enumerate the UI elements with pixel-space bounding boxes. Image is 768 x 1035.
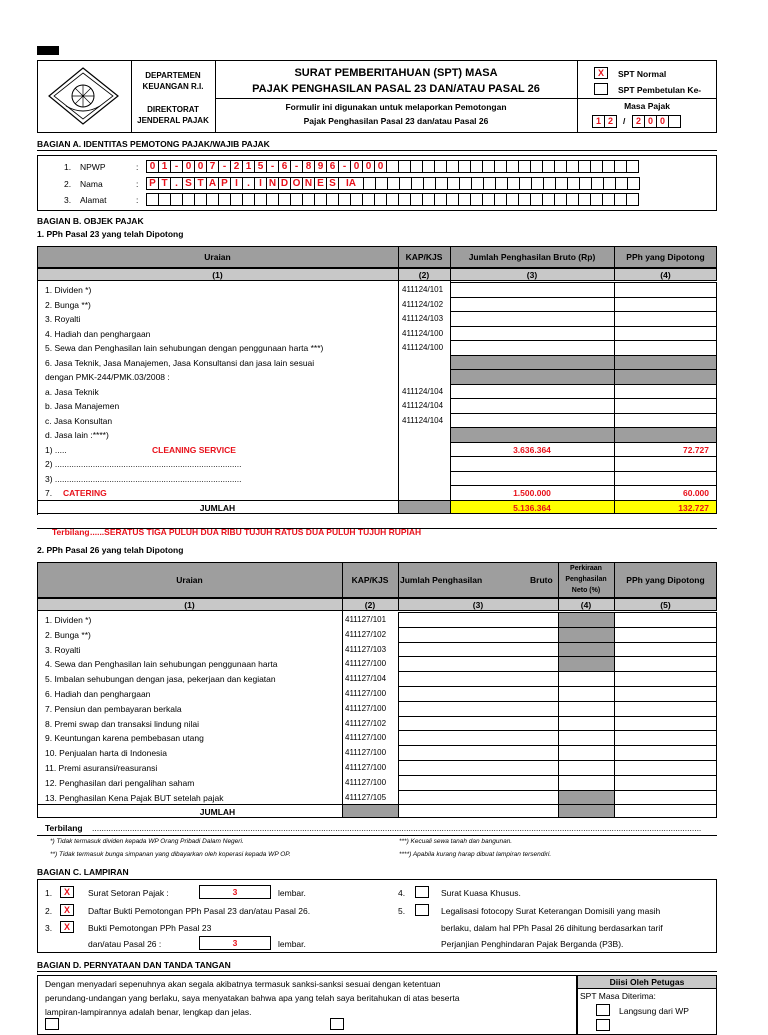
pasal26-left-border (37, 611, 38, 818)
pasal26-row-kap: 411127/105 (345, 792, 387, 802)
pasal26-colnum-divider (558, 598, 559, 611)
pasal23-table (37, 246, 717, 538)
lampiran-3-count[interactable]: 3 (199, 936, 271, 950)
pasal26-row-label: 7. Pensiun dan pembayaran berkala (45, 703, 182, 714)
pasal26-jumlah-kap (342, 804, 399, 818)
pasal23-bruto-cell[interactable] (450, 413, 615, 429)
pasal23-row-kap: 411124/104 (402, 386, 444, 396)
pasal26-row-label: 9. Keuntungan karena pembebasan utang (45, 733, 204, 744)
pasal26-row-kap: 411127/100 (345, 689, 387, 698)
bagian-c-title: BAGIAN C. LAMPIRAN (37, 867, 129, 877)
npwp-cell: 0 (194, 160, 207, 173)
pasal26-bruto-cell[interactable] (398, 745, 559, 761)
terbilang-26-dots: .................................................................................................................................................................................................................................................................. (92, 823, 702, 833)
pasal23-colnum: (2) (418, 270, 430, 280)
lampiran-5-line1: Legalisasi fotocopy Surat Keterangan Domisili yang masih (441, 906, 661, 916)
npwp-cell: 5 (254, 160, 267, 173)
lampiran-1-num: 1. (45, 888, 53, 898)
nama-cell: S (326, 177, 339, 190)
pasal23-row-label: d. Jasa lain :****) (45, 430, 109, 440)
nama-num: 2. (64, 179, 72, 189)
pasal23-bruto-cell[interactable] (450, 384, 615, 400)
npwp-cell: 0 (182, 160, 195, 173)
pasal26-pph-cell[interactable] (614, 790, 717, 806)
tahun-digit: 2 (632, 115, 645, 128)
pasal23-pph-cell[interactable] (614, 297, 717, 313)
pasal23-pph-cell[interactable] (614, 427, 717, 443)
pasal23-bruto-cell[interactable] (450, 471, 615, 487)
pasal26-header-kap: KAP/KJS (351, 575, 389, 585)
pasal26-neto-cell[interactable] (558, 671, 615, 687)
pasal26-pph-cell[interactable] (614, 730, 717, 746)
lampiran-4-checkbox[interactable] (415, 886, 429, 898)
pasal23-bruto-cell[interactable] (450, 326, 615, 342)
note-1: *) Tidak termasuk dividen kepada WP Orang Pribadi Dalam Negeri. (50, 838, 244, 845)
pasal26-row-label: 3. Royalti (45, 644, 81, 655)
npwp-num: 1. (64, 162, 72, 172)
pasal23-row-label: c. Jasa Konsultan (45, 415, 113, 426)
pasal26-bruto-cell[interactable] (398, 627, 559, 643)
lampiran-3-unit: lembar. (278, 939, 306, 949)
pasal26-neto-cell[interactable] (558, 775, 615, 791)
pasal23-row-kap: 411124/104 (402, 401, 444, 410)
pasal23-row-kap: 411124/100 (402, 328, 444, 338)
pasal26-bruto-cell[interactable] (398, 656, 559, 672)
pasal23-jumlah-label: JUMLAH (199, 502, 236, 513)
lampiran-1-label: Surat Setoran Pajak : (88, 888, 169, 898)
nama-cell: D (278, 177, 291, 190)
pasal23-row-label: 5. Sewa dan Penghasilan lain sehubungan dengan penggunaan harta ***) (45, 343, 324, 353)
pasal23-bruto-divider (450, 281, 451, 500)
signer-checkbox-1[interactable] (45, 1018, 59, 1030)
pasal23-colnum: (1) (212, 270, 223, 280)
pasal26-neto-cell[interactable] (558, 642, 615, 658)
pasal26-pph-cell[interactable] (614, 775, 717, 791)
terbilang-23-value: ......SERATUS TIGA PULUH DUA RIBU TUJUH RATUS DUA PULUH TUJUH RUPIAH (90, 527, 422, 537)
nama-cell: S (182, 177, 195, 190)
pasal23-row-kap: 411124/102 (402, 299, 444, 309)
lampiran-1-checkbox[interactable]: X (60, 886, 74, 898)
nama-cell: IA (338, 177, 364, 190)
pasal26-row-label: 10. Penjualan harta di Indonesia (45, 748, 167, 759)
pasal23-colnum-divider (450, 268, 451, 281)
dir-line1: DIREKTORAT (147, 105, 199, 114)
pasal23-row-kap: 411124/101 (402, 285, 444, 294)
pasal26-jumlah-neto (558, 804, 615, 818)
pasal23-pph-cell[interactable] (614, 355, 717, 371)
pasal26-subtitle: 2. PPh Pasal 26 yang telah Dipotong (37, 545, 184, 555)
pernyataan-line1: Dengan menyadari sepenuhnya akan segala akibatnya termasuk sanksi-sanksi sesuai dengan ketentuan (45, 979, 441, 989)
lampiran-2-num: 2. (45, 906, 53, 916)
pasal26-header-pph: PPh yang Dipotong (626, 575, 705, 585)
pasal26-row-kap: 411127/100 (345, 703, 387, 713)
note-4: ****) Apabila kurang harap dibuat lampiran tersendiri. (399, 851, 552, 858)
pasal23-jumlah-bruto: 5.136.364 (513, 502, 551, 513)
form-title-2: PAJAK PENGHASILAN PASAL 23 DAN/ATAU PASAL 26 (252, 83, 540, 95)
pasal23-row-label: 4. Hadiah dan penghargaan (45, 328, 151, 339)
pasal26-header-uraian: Uraian (176, 575, 203, 585)
pasal23-header-uraian: Uraian (204, 252, 231, 262)
cleaning-service-label: CLEANING SERVICE (152, 444, 236, 455)
pasal26-bruto-cell[interactable] (398, 730, 559, 746)
pasal26-pph-cell[interactable] (614, 760, 717, 776)
lampiran-3-checkbox[interactable]: X (60, 921, 74, 933)
pasal23-header-kap: KAP/KJS (405, 252, 443, 262)
pasal23-bruto-cell[interactable] (450, 297, 615, 313)
pasal26-row-kap: 411127/102 (345, 718, 387, 728)
pasal23-row-label: a. Jasa Teknik (45, 386, 99, 397)
pasal23-bruto-cell[interactable] (450, 456, 615, 472)
npwp-cell: 8 (302, 160, 315, 173)
masa-digit: 2 (604, 115, 617, 128)
pasal26-pph-cell[interactable] (614, 701, 717, 717)
npwp-cell: 9 (314, 160, 327, 173)
pasal26-pph-cell[interactable] (614, 671, 717, 687)
pasal23-header-divider (450, 246, 451, 268)
pernyataan-line2: perundang-undangan yang berlaku, saya menyatakan bahwa apa yang telah saya beritahukan di atas beserta (45, 993, 460, 1003)
lampiran-1-unit: lembar. (278, 888, 306, 898)
pasal26-bruto-cell[interactable] (398, 790, 559, 806)
pasal26-pph-cell[interactable] (614, 745, 717, 761)
npwp-cell: 0 (374, 160, 387, 173)
pasal26-bruto-cell[interactable] (398, 775, 559, 791)
npwp-cell: - (338, 160, 351, 173)
pasal23-pph-cell[interactable] (614, 326, 717, 342)
bagian-d-title: BAGIAN D. PERNYATAAN DAN TANDA TANGAN (37, 960, 231, 970)
nama-colon: : (136, 179, 139, 189)
lampiran-5-line2: berlaku, dalam hal PPh Pasal 26 dihitung berdasarkan tarif (441, 923, 663, 933)
signer-checkbox-2[interactable] (330, 1018, 344, 1030)
lampiran-5-line3: Perjanjian Penghindaran Pajak Berganda (P3B). (441, 939, 624, 949)
pasal26-row-label: 4. Sewa dan Penghasilan lain sehubungan penggunaan harta (45, 659, 278, 670)
nama-cell: O (290, 177, 303, 190)
spt-normal-checkbox[interactable]: X (594, 67, 608, 79)
note-2: **) Tidak termasuk bunga simpanan yang dibayarkan oleh koperasi kepada WP OP. (50, 851, 291, 858)
pasal26-pph-cell[interactable] (614, 656, 717, 672)
pasal23-jumlah-kap (398, 500, 451, 514)
pasal23-colnum: (3) (526, 270, 538, 280)
nama-cell: T (194, 177, 207, 190)
pasal23-pph-cell[interactable] (614, 369, 717, 385)
pasal26-pph-cell[interactable] (614, 716, 717, 732)
pasal26-colnum: (1) (184, 600, 195, 610)
pasal26-jumlah-label: JUMLAH (199, 807, 236, 818)
alamat-num: 3. (64, 195, 72, 205)
pasal26-row-kap: 411127/103 (345, 644, 387, 654)
pasal23-row-label: 6. Jasa Teknik, Jasa Manajemen, Jasa Konsultansi dan jasa lain sesuai (45, 357, 315, 368)
pasal23-row-kap: 411124/104 (402, 415, 444, 425)
tahun-digit (668, 115, 681, 128)
pasal26-row-label: 12. Penghasilan dari pengalihan saham (45, 777, 195, 788)
pasal26-row-kap: 411127/102 (345, 629, 387, 639)
pasal23-bruto-cell[interactable] (450, 311, 615, 327)
pasal26-bruto-cell[interactable] (398, 612, 559, 628)
pasal26-bruto-cell[interactable] (398, 701, 559, 717)
pasal23-row-label: 1) ..... (45, 444, 67, 455)
masa-pajak-label: Masa Pajak (624, 101, 670, 111)
pasal26-neto-cell[interactable] (558, 760, 615, 776)
pasal26-colnum: (4) (580, 600, 592, 610)
pasal23-pph-cell[interactable] (614, 471, 717, 487)
pasal23-header-divider (614, 246, 615, 268)
pasal23-colnum: (4) (660, 270, 671, 280)
pasal23-bruto-value: 1.500.000 (513, 488, 551, 498)
dir-line2: JENDERAL PAJAK (137, 116, 209, 125)
pasal26-pph-cell[interactable] (614, 686, 717, 702)
pasal26-neto-cell[interactable] (558, 745, 615, 761)
npwp-cell: - (218, 160, 231, 173)
pasal26-row-label: 2. Bunga **) (45, 629, 91, 640)
pasal26-header-bruto: Bruto (530, 575, 553, 585)
nama-cell: A (206, 177, 219, 190)
pasal26-row-kap: 411127/100 (345, 659, 387, 669)
pasal23-pph-cell[interactable] (614, 311, 717, 327)
pasal26-kap-divider (342, 611, 343, 804)
pasal26-bruto-cell[interactable] (398, 671, 559, 687)
pasal23-pph-cell[interactable] (614, 398, 717, 414)
pasal23-bruto-cell[interactable] (450, 369, 615, 385)
lampiran-1-count[interactable]: 3 (199, 885, 271, 899)
nama-cell: E (314, 177, 327, 190)
pasal23-row-kap: 411124/103 (402, 314, 444, 323)
pasal26-bruto-cell[interactable] (398, 642, 559, 658)
masa-digit: 1 (592, 115, 605, 128)
pasal23-jumlah-pph: 132.727 (678, 502, 709, 513)
pasal26-header-divider (398, 562, 399, 598)
pasal26-row-kap: 411127/104 (345, 674, 387, 684)
lampiran-5-num: 5. (398, 906, 406, 916)
pasal26-header-neto: Perkiraan Penghasilan Neto (%) (565, 565, 607, 594)
npwp-cell (626, 160, 639, 173)
pasal26-row-label: 13. Penghasilan Kena Pajak BUT setelah pajak (45, 792, 224, 803)
pasal23-bruto-cell[interactable] (450, 398, 615, 414)
npwp-cell: 2 (230, 160, 243, 173)
lampiran-5-checkbox[interactable] (415, 904, 429, 916)
pasal26-pph-cell[interactable] (614, 627, 717, 643)
pasal23-pph-cell[interactable] (614, 456, 717, 472)
pasal26-colnum: (3) (472, 600, 484, 610)
pasal26-row-label: 11. Premi asuransi/reasuransi (45, 763, 158, 773)
pasal26-neto-cell[interactable] (558, 627, 615, 643)
pos-checkbox[interactable] (596, 1019, 610, 1031)
npwp-cell: 0 (362, 160, 375, 173)
pasal23-row-label: 7. (45, 488, 53, 498)
dept-line1: DEPARTEMEN (145, 71, 201, 80)
npwp-cell: - (290, 160, 303, 173)
pasal26-row-kap: 411127/100 (345, 748, 387, 758)
pasal23-subtitle: 1. PPh Pasal 23 yang telah Dipotong (37, 229, 184, 239)
pasal23-colnum-divider (398, 268, 399, 281)
nama-cell: P (146, 177, 159, 190)
pasal23-left-border (37, 281, 38, 515)
nama-cell (627, 177, 640, 190)
npwp-cell: 1 (242, 160, 255, 173)
pasal26-table (37, 562, 717, 820)
nama-field[interactable] (146, 177, 639, 190)
npwp-cell: - (170, 160, 183, 173)
pasal23-header-divider (398, 246, 399, 268)
pasal26-row-kap: 411127/100 (345, 733, 387, 743)
pasal26-pph-cell[interactable] (614, 612, 717, 628)
catering-label: CATERING (63, 488, 107, 498)
pasal23-pph-cell[interactable] (614, 340, 717, 356)
pasal23-pph-value: 60.000 (683, 488, 709, 498)
pasal23-header-bruto: Jumlah Penghasilan Bruto (Rp) (468, 252, 596, 262)
pasal26-row-label: 5. Imbalan sehubungan dengan jasa, pekerjaan dan kegiatan (45, 674, 276, 685)
npwp-field[interactable] (146, 160, 638, 173)
lampiran-3-label2: dan/atau Pasal 26 : (88, 939, 162, 949)
lampiran-2-label: Daftar Bukti Pemotongan PPh Pasal 23 dan/atau Pasal 26. (88, 906, 311, 916)
pasal26-header-jumlah: Jumlah Penghasilan (400, 575, 483, 585)
spt-pembetulan-label: SPT Pembetulan Ke- (618, 85, 702, 95)
pasal23-bruto-cell[interactable] (450, 340, 615, 356)
pasal26-colnum: (5) (660, 600, 671, 610)
masa-pajak-field[interactable] (592, 115, 616, 128)
pasal26-neto-cell[interactable] (558, 716, 615, 732)
pasal23-colnum-divider (614, 268, 615, 281)
pasal26-neto-cell[interactable] (558, 730, 615, 746)
nama-cell: N (302, 177, 315, 190)
bagian-a-title: BAGIAN A. IDENTITAS PEMOTONG PAJAK/WAJIB PAJAK (37, 139, 270, 149)
npwp-colon: : (136, 162, 139, 172)
pasal26-colnum: (2) (364, 600, 376, 610)
pasal26-neto-cell[interactable] (558, 701, 615, 717)
pasal23-row-label: 1. Dividen *) (45, 285, 92, 295)
petugas-title: Diisi Oleh Petugas (609, 977, 685, 987)
nama-cell: . (242, 177, 255, 190)
pasal26-pph-cell[interactable] (614, 642, 717, 658)
alamat-colon: : (136, 195, 139, 205)
pernyataan-line3: lampiran-lampirannya adalah benar, lengkap dan jelas. (45, 1007, 252, 1017)
pasal23-bruto-cell[interactable] (450, 355, 615, 371)
langsung-checkbox[interactable] (596, 1004, 610, 1016)
spt-normal-label: SPT Normal (618, 69, 667, 79)
pasal26-row-kap: 411127/100 (345, 777, 387, 787)
npwp-cell: 7 (206, 160, 219, 173)
nama-cell: I (254, 177, 267, 190)
pasal26-neto-cell[interactable] (558, 612, 615, 628)
pasal26-jumlah-divider (398, 804, 399, 818)
pasal26-colnum-divider (342, 598, 343, 611)
pasal23-pph-cell[interactable] (614, 282, 717, 298)
terbilang-26-label: Terbilang (45, 823, 83, 833)
pasal23-bruto-value: 3.636.364 (513, 444, 551, 455)
pasal23-row-label: b. Jasa Manajemen (45, 401, 120, 411)
form-subtitle-2: Pajak Penghasilan Pasal 23 dan/atau Pasal 26 (303, 116, 489, 126)
dept-line2: KEUANGAN R.I. (142, 82, 204, 91)
pasal23-row-label: 2. Bunga **) (45, 299, 91, 310)
langsung-label: Langsung dari WP (619, 1006, 689, 1016)
pasal23-row-label: 3. Royalti (45, 314, 81, 324)
npwp-cell: 6 (278, 160, 291, 173)
nama-cell: . (170, 177, 183, 190)
alamat-field[interactable] (146, 193, 638, 206)
pasal26-neto-cell[interactable] (558, 790, 615, 806)
lampiran-2-checkbox[interactable]: X (60, 904, 74, 916)
tahun-pajak-field[interactable] (632, 115, 680, 128)
pasal23-pph-value: 72.727 (683, 444, 709, 455)
npwp-cell: 1 (158, 160, 171, 173)
pasal26-row-label: 1. Dividen *) (45, 615, 92, 625)
npwp-cell: - (266, 160, 279, 173)
pasal23-bruto-cell[interactable] (450, 427, 615, 443)
pasal26-row-label: 8. Premi swap dan transaksi lindung nilai (45, 718, 200, 729)
pasal26-bruto-cell[interactable] (398, 760, 559, 776)
npwp-label: NPWP (80, 162, 106, 172)
form-subtitle-1: Formulir ini digunakan untuk melaporkan Pemotongan (285, 102, 507, 112)
pasal26-bruto-cell[interactable] (398, 716, 559, 732)
lampiran-3-label: Bukti Pemotongan PPh Pasal 23 (88, 923, 212, 933)
pasal23-pph-cell[interactable] (614, 413, 717, 429)
alamat-cell (626, 193, 639, 206)
nama-cell: I (230, 177, 243, 190)
nama-cell: P (218, 177, 231, 190)
bagian-b-title: BAGIAN B. OBJEK PAJAK (37, 216, 144, 226)
pasal26-colnum-divider (398, 598, 399, 611)
pasal23-pph-cell[interactable] (614, 384, 717, 400)
pasal23-kap-divider (398, 281, 399, 500)
pasal26-row-kap: 411127/100 (345, 763, 387, 772)
pasal26-neto-cell[interactable] (558, 656, 615, 672)
npwp-cell: 0 (350, 160, 363, 173)
pasal26-row-kap: 411127/101 (345, 615, 387, 624)
spt-pembetulan-checkbox[interactable] (594, 83, 608, 95)
pasal26-row-label: 6. Hadiah dan penghargaan (45, 689, 151, 699)
npwp-cell: 0 (146, 160, 159, 173)
pasal23-row-label: 2) ............................................................................... (45, 459, 242, 469)
nama-cell: N (266, 177, 279, 190)
lampiran-4-label: Surat Kuasa Khusus. (441, 888, 521, 898)
pasal23-bruto-cell[interactable] (450, 282, 615, 298)
pasal23-row-label: dengan PMK-244/PMK.03/2008 : (45, 372, 170, 382)
nama-cell: T (158, 177, 171, 190)
lampiran-4-num: 4. (398, 888, 406, 898)
pasal26-bruto-cell[interactable] (398, 686, 559, 702)
terbilang-23-label: Terbilang (52, 527, 90, 537)
form-title-1: SURAT PEMBERITAHUAN (SPT) MASA (294, 67, 498, 79)
nama-label: Nama (80, 179, 103, 189)
tahun-digit: 0 (644, 115, 657, 128)
page-marker (37, 46, 59, 55)
pasal23-row-kap: 411124/100 (402, 343, 444, 352)
spt-diterima-label: SPT Masa Diterima: (580, 991, 656, 1001)
alamat-label: Alamat (80, 195, 107, 205)
ministry-logo (46, 66, 121, 126)
tahun-digit: 0 (656, 115, 669, 128)
pasal23-row-label: 3) ............................................................................... (45, 473, 242, 484)
pasal26-neto-cell[interactable] (558, 686, 615, 702)
lampiran-3-num: 3. (45, 923, 53, 933)
masa-separator: / (623, 116, 626, 126)
pasal26-colnum-divider (614, 598, 615, 611)
npwp-cell: 6 (326, 160, 339, 173)
pasal23-header-pph: PPh yang Dipotong (626, 252, 705, 262)
note-3: ***) Kecuali sewa tanah dan bangunan. (399, 838, 513, 845)
